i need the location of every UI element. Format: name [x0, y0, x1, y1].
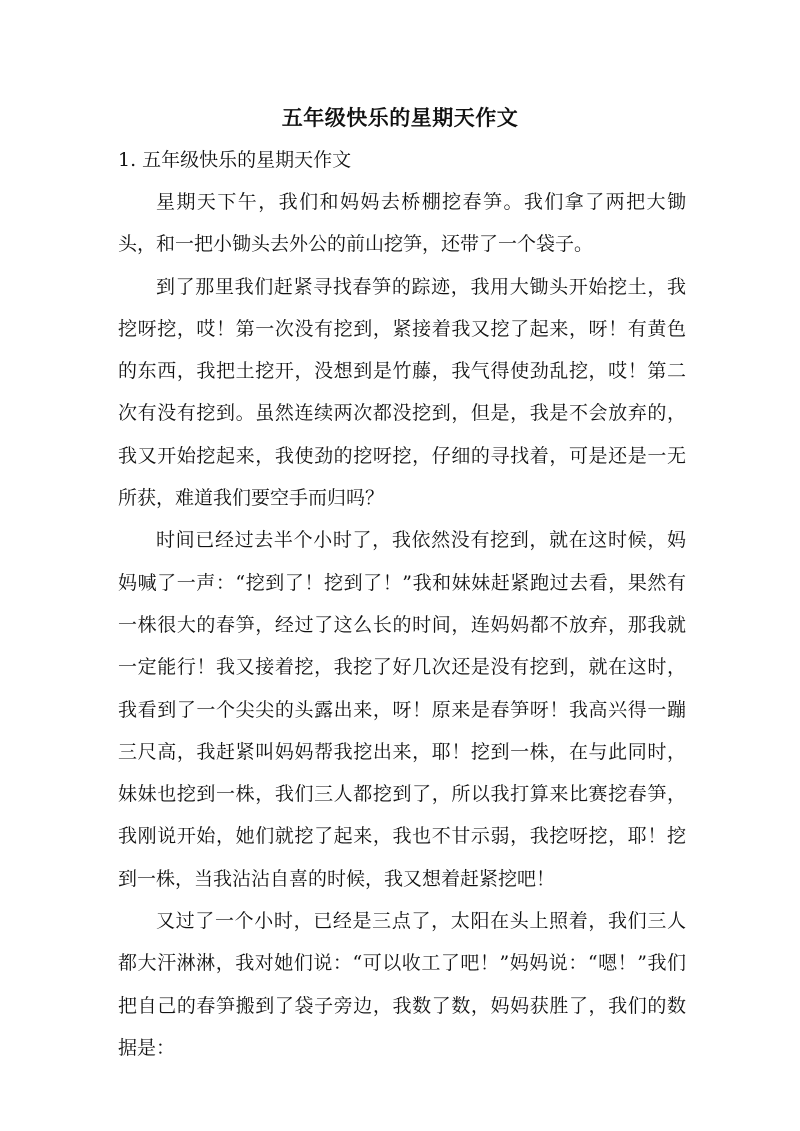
document-title: 五年级快乐的星期天作文 — [281, 105, 519, 130]
section-heading: 1. 五年级快乐的星期天作文 — [118, 149, 352, 171]
paragraph-3: 时间已经过去半个小时了，我依然没有挖到，就在这时候，妈妈喊了一声：“挖到了！挖到了！”我和妹妹赶紧跑过去看，果然有一株很大的春笋，经过了这么长的时间，连妈妈都不放弃，那我就一定能行！我又接着挖，我挖了好几次还是没有挖到，就在这时，我看到了一个尖尖的头露出来，呀！原来是春笋呀！我高兴得一蹦三尺高，我赶紧叫妈妈帮我挖出来，耶！挖到一株，在与此同时，妹妹也挖到一株，我们三人都挖到了，所以我打算来比赛挖春笋，我刚说开始，她们就挖了起来，我也不甘示弱，我挖呀挖，耶！挖到一株，当我沾沾自喜的时候，我又想着赶紧挖吧！ — [118, 529, 686, 890]
paragraph-4: 又过了一个小时，已经是三点了，太阳在头上照着，我们三人都大汗淋淋，我对她们说：“可以收工了吧！”妈妈说：“嗯！”我们把自己的春笋搬到了袋子旁边，我数了数，妈妈获胜了，我们的数据是： — [118, 910, 686, 1059]
paragraph-1: 星期天下午，我们和妈妈去桥棚挖春笋。我们拿了两把大锄头，和一把小锄头去外公的前山挖笋，还带了一个袋子。 — [118, 191, 686, 256]
essay-body — [118, 181, 686, 1069]
paragraph-2: 到了那里我们赶紧寻找春笋的踪迹，我用大锄头开始挖土，我挖呀挖，哎！第一次没有挖到，紧接着我又挖了起来，呀！有黄色的东西，我把土挖开，没想到是竹藤，我气得使劲乱挖，哎！第二次有没有挖到。虽然连续两次都没挖到，但是，我是不会放弃的，我又开始挖起来，我使劲的挖呀挖，仔细的寻找着，可是还是一无所获，难道我们要空手而归吗？ — [118, 275, 686, 510]
